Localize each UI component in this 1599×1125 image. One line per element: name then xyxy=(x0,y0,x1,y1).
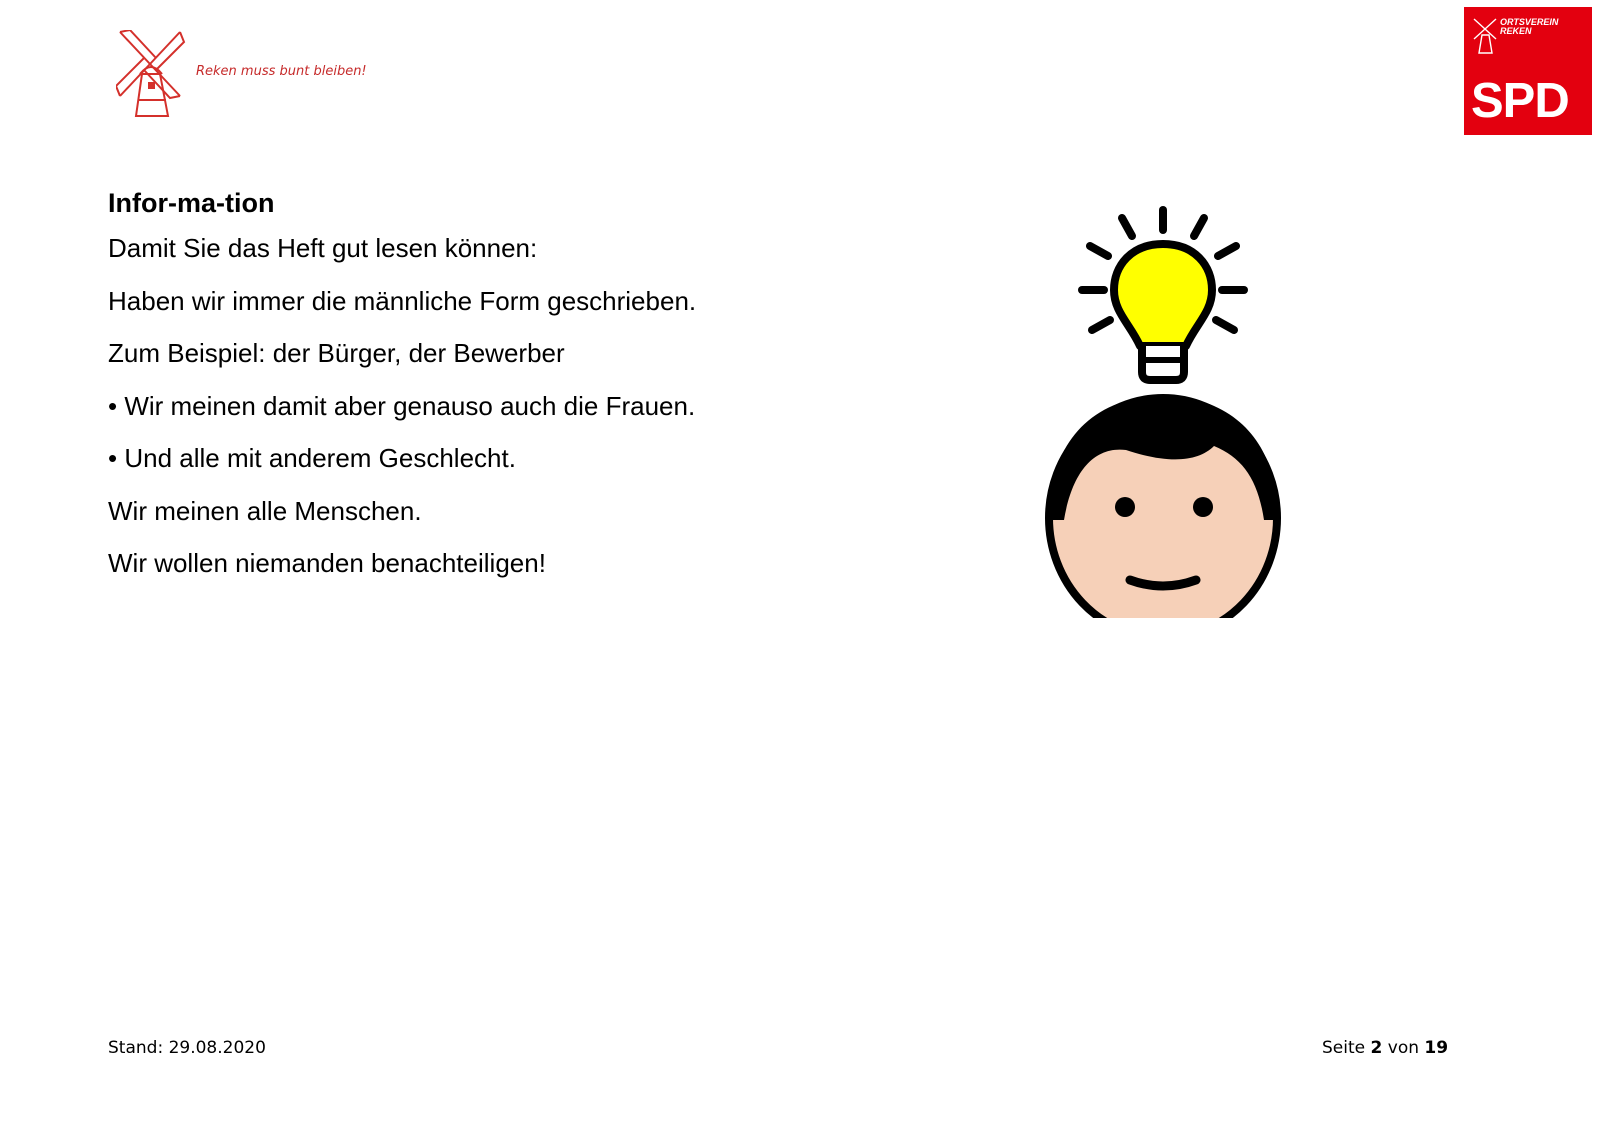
text-line: Haben wir immer die männliche Form geschrieben. xyxy=(108,285,697,316)
person-with-lightbulb-idea-icon xyxy=(1038,200,1288,640)
text-line: Zum Beispiel: der Bürger, der Bewerber xyxy=(108,338,565,368)
page-prefix: Seite xyxy=(1322,1038,1371,1058)
bullet-item: • Und alle mit anderem Geschlecht. xyxy=(108,443,516,473)
text-line: Wir wollen niemanden benachteiligen! xyxy=(108,548,546,578)
spd-wordmark: SPD xyxy=(1471,74,1569,128)
spd-logo xyxy=(1464,7,1592,135)
windmill-icon xyxy=(1472,17,1498,55)
text-line: Wir meinen alle Menschen. xyxy=(108,495,422,526)
section-heading: Infor-ma-tion xyxy=(108,188,275,218)
page-middle: von xyxy=(1382,1038,1425,1058)
page-number xyxy=(1322,1038,1448,1058)
bullet-item: • Wir meinen damit aber genauso auch die Frauen. xyxy=(108,390,696,421)
footer-date: Stand: 29.08.2020 xyxy=(108,1038,266,1058)
info-section xyxy=(108,184,696,590)
badge-label: ORTSVEREIN REKEN xyxy=(1500,17,1559,36)
tagline: Reken muss bunt bleiben! xyxy=(196,64,367,79)
page-current: 2 xyxy=(1370,1038,1383,1058)
windmill-logo xyxy=(116,30,376,120)
windmill-icon xyxy=(116,30,186,120)
page-total: 19 xyxy=(1424,1038,1449,1058)
idea-illustration xyxy=(1038,200,1288,645)
text-line: Damit Sie das Heft gut lesen können: xyxy=(108,233,538,263)
